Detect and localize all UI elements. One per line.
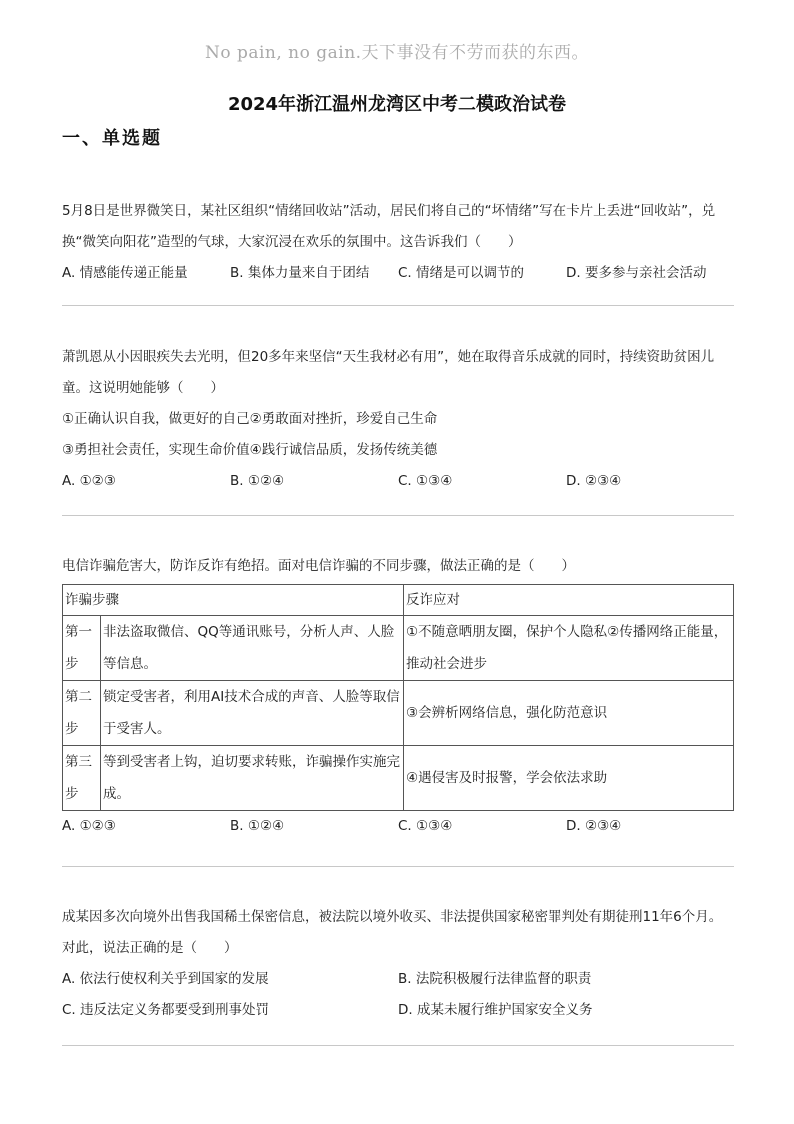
- option-c[interactable]: C. 情绪是可以调节的: [398, 265, 525, 281]
- question-2-item-2: ③勇担社会责任，实现生命价值④践行诚信品质，发扬传统美德: [62, 442, 438, 458]
- question-4-stem: 成某因多次向境外出售我国稀土保密信息，被法院以境外收买、非法提供国家秘密罪判处有期徒刑11年6个月。对此，说法正确的是（ ）: [62, 909, 723, 956]
- question-2-item-1: ①正确认识自我，做更好的自己②勇敢面对挫折，珍爱自己生命: [62, 411, 438, 427]
- option-b[interactable]: B. 法院积极履行法律监督的职责: [398, 971, 592, 987]
- fraud-steps-table: [62, 584, 734, 811]
- step-response: ③会辨析网络信息，强化防范意识: [404, 681, 734, 746]
- option-a[interactable]: A. 依法行使权利关乎到国家的发展: [62, 971, 269, 987]
- question-divider: [62, 866, 734, 867]
- option-d[interactable]: D. 成某未履行维护国家安全义务: [398, 1002, 593, 1018]
- question-2-stem: 萧凯恩从小因眼疾失去光明，但20多年来坚信“天生我材必有用”，她在取得音乐成就的同时，持续资助贫困儿童。这说明她能够（ ）: [62, 349, 715, 396]
- step-response: ④遇侵害及时报警，学会依法求助: [404, 746, 734, 811]
- table-header-response: 反诈应对: [404, 585, 734, 616]
- question-4-options-row-1: [62, 964, 734, 995]
- step-description: 非法盗取微信、QQ等通讯账号，分析人声、人脸等信息。: [101, 616, 404, 681]
- step-label: 第一步: [63, 616, 101, 681]
- table-row: [63, 616, 734, 681]
- table-header-step: 诈骗步骤: [63, 585, 404, 616]
- section-heading: 一、单选题: [62, 128, 162, 149]
- step-response: ①不随意晒朋友圈，保护个人隐私②传播网络正能量，推动社会进步: [404, 616, 734, 681]
- question-4: [62, 902, 734, 1026]
- question-1-options: [62, 258, 734, 289]
- question-divider: [62, 305, 734, 306]
- option-b[interactable]: B. ①②④: [230, 473, 285, 489]
- header-motto: No pain, no gain.天下事没有不劳而获的东西。: [204, 43, 590, 63]
- question-3-options: [62, 811, 734, 842]
- question-2: [62, 342, 734, 497]
- step-label: 第三步: [63, 746, 101, 811]
- question-4-options-row-2: [62, 995, 734, 1026]
- option-a[interactable]: A. ①②③: [62, 818, 116, 834]
- question-3: [62, 551, 734, 842]
- option-b[interactable]: B. 集体力量来自于团结: [230, 265, 370, 281]
- question-1-stem: 5月8日是世界微笑日，某社区组织“情绪回收站”活动，居民们将自己的“坏情绪”写在卡片上丢进“回收站”，兑换“微笑向阳花”造型的气球，大家沉浸在欢乐的氛围中。这告诉我们（ ）: [62, 203, 716, 250]
- table-row: [63, 681, 734, 746]
- step-description: 等到受害者上钩，迫切要求转账，诈骗操作实施完成。: [101, 746, 404, 811]
- table-header-row: [63, 585, 734, 616]
- option-d[interactable]: D. ②③④: [566, 473, 622, 489]
- option-d[interactable]: D. ②③④: [566, 818, 622, 834]
- question-divider: [62, 1045, 734, 1046]
- option-a[interactable]: A. 情感能传递正能量: [62, 265, 188, 281]
- table-row: [63, 746, 734, 811]
- option-c[interactable]: C. ①③④: [398, 818, 453, 834]
- step-description: 锁定受害者，利用AI技术合成的声音、人脸等取信于受害人。: [101, 681, 404, 746]
- option-c[interactable]: C. ①③④: [398, 473, 453, 489]
- exam-title: 2024年浙江温州龙湾区中考二模政治试卷: [227, 94, 567, 115]
- option-d[interactable]: D. 要多参与亲社会活动: [566, 265, 707, 281]
- option-c[interactable]: C. 违反法定义务都要受到刑事处罚: [62, 1002, 270, 1018]
- step-label: 第二步: [63, 681, 101, 746]
- question-1: [62, 196, 734, 289]
- question-divider: [62, 515, 734, 516]
- option-b[interactable]: B. ①②④: [230, 818, 285, 834]
- option-a[interactable]: A. ①②③: [62, 473, 116, 489]
- question-2-options: [62, 466, 734, 497]
- question-3-stem: 电信诈骗危害大，防诈反诈有绝招。面对电信诈骗的不同步骤，做法正确的是（ ）: [62, 558, 575, 574]
